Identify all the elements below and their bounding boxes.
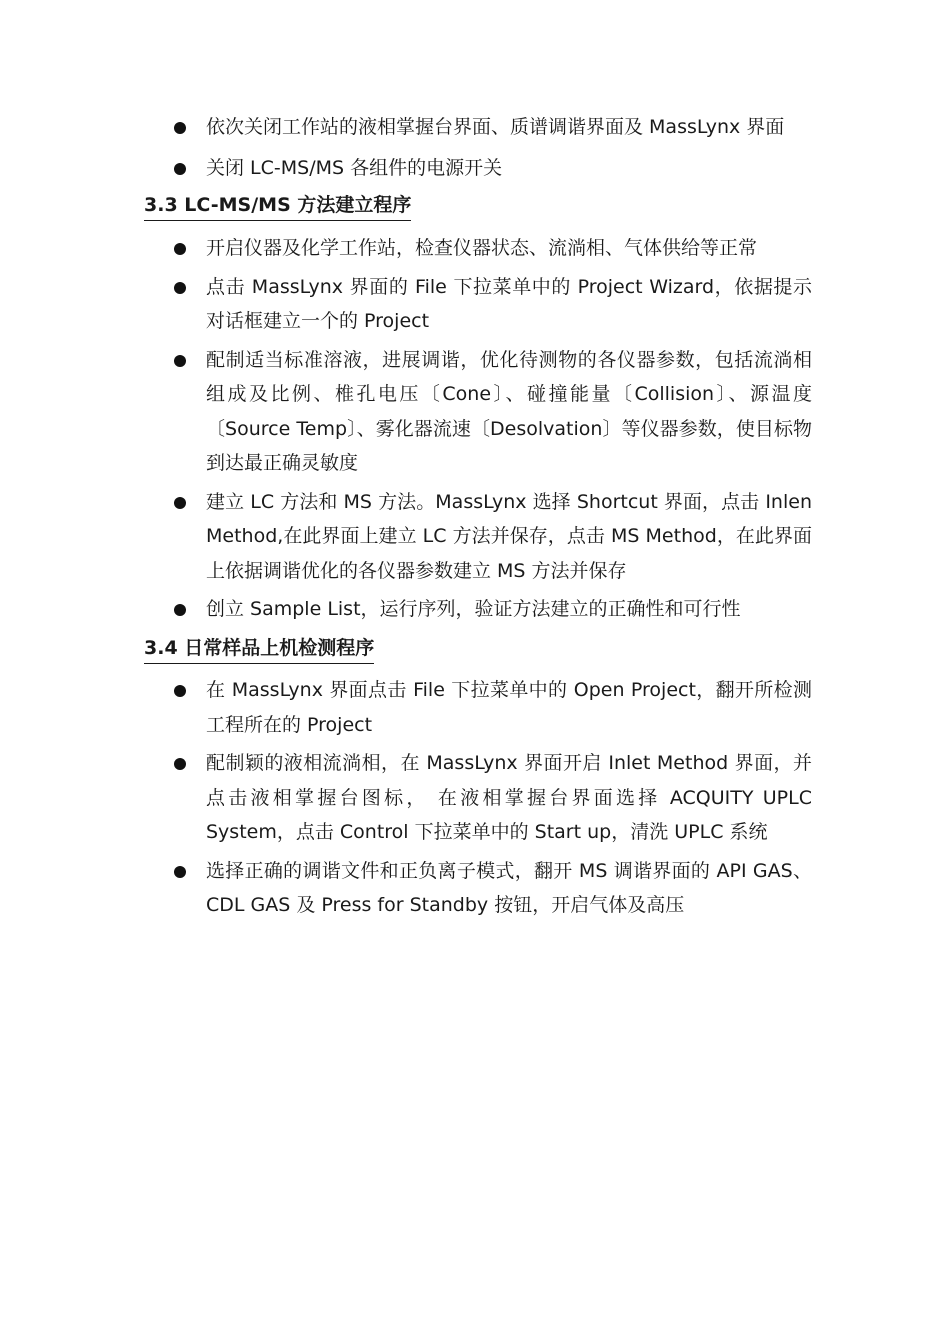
list-item-text: 点击 MassLynx 界面的 File 下拉菜单中的 Project Wizard，依据提示对话框建立一个的 Project [206,275,812,332]
list-item [0,231,812,266]
bullet-icon [174,163,186,175]
bullet-icon [174,122,186,134]
section-heading-3-4: 3.4 日常样品上机检测程序 [144,636,374,664]
list-item [0,673,812,742]
bullet-icon [174,604,186,616]
bullet-icon [174,866,186,878]
bullet-list-section-3-3 [0,231,950,627]
list-item [0,854,812,923]
list-item-text: 开启仪器及化学工作站，检查仪器状态、流淌相、气体供给等正常 [206,237,758,259]
list-item [0,151,812,186]
bullet-icon [174,355,186,367]
bullet-icon [174,685,186,697]
list-item-text: 在 MassLynx 界面点击 File 下拉菜单中的 Open Project，翻开所检测工程所在的 Project [206,679,812,736]
list-item-text: 创立 Sample List，运行序列，验证方法建立的正确性和可行性 [206,598,741,620]
bullet-icon [174,758,186,770]
bullet-icon [174,282,186,294]
list-item [0,592,812,627]
list-item [0,270,812,339]
list-item [0,343,812,481]
list-item-text: 建立 LC 方法和 MS 方法。MassLynx 选择 Shortcut 界面，点击 Inlen Method,在此界面上建立 LC 方法并保存，点击 MS Method，在此界面上依据调谐优化的各仪器参数建立 MS 方法并保存 [206,490,812,582]
bullet-list-section-3-4 [0,673,950,923]
list-item-text: 配制颖的液相流淌相，在 MassLynx 界面开启 Inlet Method 界面，并点击液相掌握台图标， 在液相掌握台界面选择 ACQUITY UPLC System，点击 Control 下拉菜单中的 Start up，清洗 UPLC 系统 [206,752,812,843]
list-item [0,110,812,145]
list-item-text: 选择正确的调谐文件和正负离子模式，翻开 MS 调谐界面的 API GAS、CDL GAS 及 Press for Standby 按钮，开启气体及高压 [206,859,812,916]
bullet-list-top [0,110,950,185]
list-item [0,746,812,850]
bullet-icon [174,497,186,509]
list-item [0,485,812,589]
list-item-text: 关闭 LC-MS/MS 各组件的电源开关 [206,156,503,179]
list-item-text: 依次关闭工作站的液相掌握台界面、质谱调谐界面及 MassLynx 界面 [206,116,785,138]
section-heading-3-3: 3.3 LC-MS/MS 方法建立程序 [144,193,411,221]
list-item-text: 配制适当标准溶液，进展调谐，优化待测物的各仪器参数，包括流淌相组成及比例、椎孔电压〔Cone〕、碰撞能量〔Collision〕、源温度〔Source Temp〕、雾化器流速〔Desolvation〕等仪器参数，使目标物到达最正确灵敏度 [206,348,812,474]
bullet-icon [174,243,186,255]
